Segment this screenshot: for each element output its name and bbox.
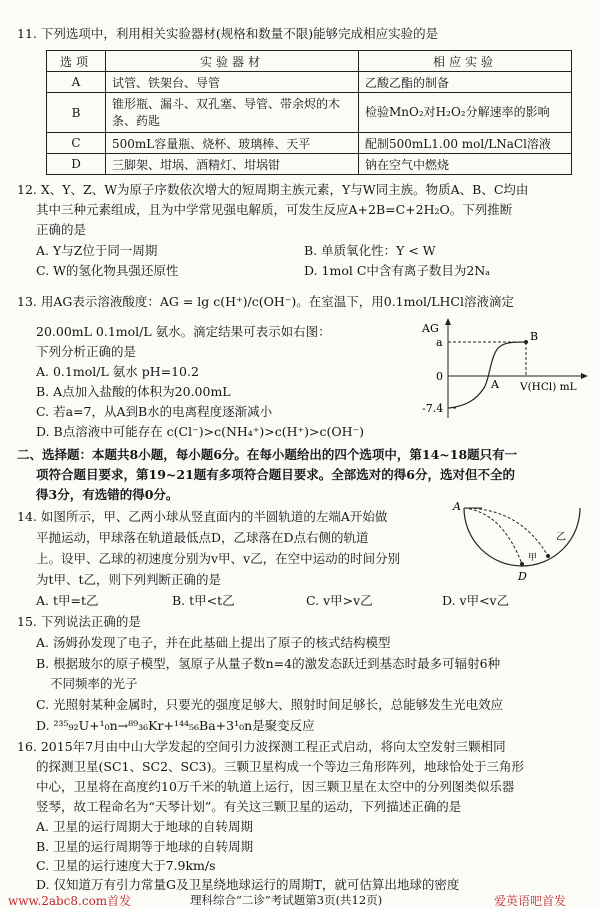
x-axis-label: V(HCl) mL bbox=[520, 381, 577, 393]
cell-equip: 三脚架、坩埚、酒精灯、坩埚钳 bbox=[106, 154, 359, 175]
trajectory-yi bbox=[464, 508, 548, 556]
table-row bbox=[47, 93, 572, 133]
label-point-a: A bbox=[491, 378, 499, 391]
label-A: A bbox=[453, 500, 461, 513]
q13-line2: 20.00mL 0.1mol/L 氨水。滴定结果可表示如右图： bbox=[36, 324, 331, 339]
q15-option-d: D. ²³⁵₉₂U+¹₀n→⁸⁹₃₆Kr+¹⁴⁴₅₆Ba+3¹₀n是聚变反应 bbox=[36, 718, 315, 733]
col-equipment: 实验器材 bbox=[106, 51, 359, 72]
q16-option-c: C. 卫星的运行速度大于7.9km/s bbox=[36, 858, 216, 873]
q13-option-b: B. A点加入盐酸的体积为20.00mL bbox=[36, 384, 231, 399]
q13-line1: 13. 用AG表示溶液酸度：AG = lg c(H⁺)/c(OH⁻)。在室温下，用0.1mol/LHCl溶液滴定 bbox=[17, 294, 514, 309]
q16-line2: 的探测卫星(SC1、SC2、SC3)。三颗卫星构成一个等边三角形阵列，地球恰处于三角形 bbox=[36, 759, 524, 774]
table-row bbox=[47, 133, 572, 154]
q15-option-a: A. 汤姆孙发现了电子，并在此基础上提出了原子的核式结构模型 bbox=[36, 635, 391, 650]
footer-right-watermark: 爱英语吧首发 bbox=[494, 894, 567, 908]
y-arrow bbox=[445, 318, 451, 325]
table-row bbox=[47, 154, 572, 175]
q14-option-b: B. t甲<t乙 bbox=[172, 593, 235, 608]
label-jia: 甲 bbox=[528, 553, 538, 563]
label-yi: 乙 bbox=[556, 532, 566, 543]
footer-left-watermark: www.2abc8.com首发 bbox=[8, 894, 132, 908]
cell-equip: 锥形瓶、漏斗、双孔塞、导管、带余烬的木条、药匙 bbox=[106, 93, 359, 133]
q16-line3: 中心，卫星将在高度约10万千米的轨道上运行，因三颗卫星在太空中的分列图类似乐器 bbox=[36, 779, 515, 794]
q13-option-d: D. B点溶液中可能存在 c(Cl⁻)>c(NH₄⁺)>c(H⁺)>c(OH⁻) bbox=[36, 424, 364, 439]
q16-option-d: D. 仅知道万有引力常量G及卫星绕地球运行的周期T，就可估算出地球的密度 bbox=[36, 877, 460, 892]
q16-line1: 16. 2015年7月由中山大学发起的空间引力波探测工程正式启动，将向太空发射三颗相同 bbox=[17, 739, 506, 754]
q12-option-a: A. Y与Z位于同一周期 bbox=[36, 243, 158, 258]
q15-option-b1: B. 根据玻尔的原子模型，氢原子从量子数n=4的激发态跃迁到基态时最多可辐射6种 bbox=[36, 656, 501, 671]
q14-line3: 上。设甲、乙球的初速度分别为v甲、v乙，在空中运动的时间分别 bbox=[36, 551, 401, 566]
q13-titration-graph bbox=[418, 314, 590, 424]
q14-semicircle-figure bbox=[452, 500, 582, 582]
point-b bbox=[524, 340, 528, 344]
q16-option-b: B. 卫星的运行周期等于地球的自转周期 bbox=[36, 839, 254, 854]
q11-table bbox=[46, 50, 572, 175]
ball-yi bbox=[546, 554, 550, 558]
cell-equip: 500mL容量瓶、烧杯、玻璃棒、天平 bbox=[106, 133, 359, 154]
cell-opt: D bbox=[47, 154, 106, 175]
label-D: D bbox=[518, 570, 527, 582]
q13-option-a: A. 0.1mol/L 氨水 pH=10.2 bbox=[36, 364, 199, 379]
q12-option-c: C. W的氢化物具强还原性 bbox=[36, 263, 179, 278]
q12-line2: 其中三种元素组成，且为中学常见强电解质，可发生反应A+2B=C+2H₂O。下列推断 bbox=[36, 202, 513, 217]
y-axis-label: AG bbox=[422, 322, 439, 335]
footer-page-info: 理科综合“二诊”考试题第3页(共12页) bbox=[190, 893, 383, 907]
section2-line1: 二、选择题：本题共8小题，每小题6分。在每小题给出的四个选项中，第14~18题只有一 bbox=[17, 447, 518, 462]
cell-opt: A bbox=[47, 72, 106, 93]
col-option: 选项 bbox=[47, 51, 106, 72]
label-zero: 0 bbox=[436, 370, 443, 383]
label-a: a bbox=[436, 336, 443, 349]
cell-exp: 配制500mL1.00 mol/LNaCl溶液 bbox=[359, 133, 572, 154]
x-arrow bbox=[581, 373, 588, 379]
q13-option-c: C. 若a=7，从A到B水的电离程度逐渐减小 bbox=[36, 404, 273, 419]
q13-line3: 下列分析正确的是 bbox=[36, 344, 137, 359]
q14-line4: 为t甲、t乙，则下列判断正确的是 bbox=[36, 572, 222, 587]
cell-exp: 钠在空气中燃烧 bbox=[359, 154, 572, 175]
cell-exp: 乙酸乙酯的制备 bbox=[359, 72, 572, 93]
label-neg: -7.4 bbox=[422, 402, 444, 415]
cell-exp: 检验MnO₂对H₂O₂分解速率的影响 bbox=[359, 93, 572, 133]
table-header-row bbox=[47, 51, 572, 72]
label-point-b: B bbox=[530, 330, 539, 343]
section2-line3: 得3分，有选错的得0分。 bbox=[36, 487, 179, 502]
cell-opt: C bbox=[47, 133, 106, 154]
q12-line1: 12. X、Y、Z、W为原子序数依次增大的短周期主族元素，Y与W同主族。物质A、B、C均由 bbox=[17, 182, 529, 197]
trajectory-jia bbox=[464, 508, 522, 564]
q14-option-c: C. v甲>v乙 bbox=[306, 593, 373, 608]
q16-option-a: A. 卫星的运行周期大于地球的自转周期 bbox=[36, 819, 253, 834]
q12-option-d: D. 1mol C中含有离子数目为2Nₐ bbox=[304, 263, 491, 278]
q14-option-d: D. v甲<v乙 bbox=[442, 593, 510, 608]
q14-line2: 平抛运动，甲球落在轨道最低点D，乙球落在D点右侧的轨道 bbox=[36, 530, 369, 545]
q15-option-c: C. 光照射某种金属时，只要光的强度足够大、照射时间足够长，总能够发生光电效应 bbox=[36, 697, 504, 712]
q15-option-b2: 不同频率的光子 bbox=[50, 676, 138, 691]
q14-line1: 14. 如图所示，甲、乙两小球从竖直面内的半圆轨道的左端A开始做 bbox=[17, 509, 388, 524]
q14-option-a: A. t甲=t乙 bbox=[36, 593, 99, 608]
cell-equip: 试管、铁架台、导管 bbox=[106, 72, 359, 93]
table-row bbox=[47, 72, 572, 93]
cell-opt: B bbox=[47, 93, 106, 133]
q15-line1: 15. 下列说法正确的是 bbox=[17, 614, 141, 629]
titration-curve bbox=[449, 342, 526, 408]
q11-stem: 11. 下列选项中，利用相关实验器材(规格和数量不限)能够完成相应实验的是 bbox=[17, 26, 439, 41]
q16-line4: 竖琴，故工程命名为“天琴计划”。有关这三颗卫星的运动，下列描述正确的是 bbox=[36, 799, 462, 814]
section2-line2: 项符合题目要求，第19~21题有多项符合题目要求。全部选对的得6分，选对但不全的 bbox=[36, 467, 515, 482]
ball-jia bbox=[520, 562, 524, 566]
q12-line3: 正确的是 bbox=[36, 222, 87, 237]
q12-option-b: B. 单质氧化性：Y < W bbox=[304, 243, 436, 258]
col-experiment: 相应实验 bbox=[359, 51, 572, 72]
